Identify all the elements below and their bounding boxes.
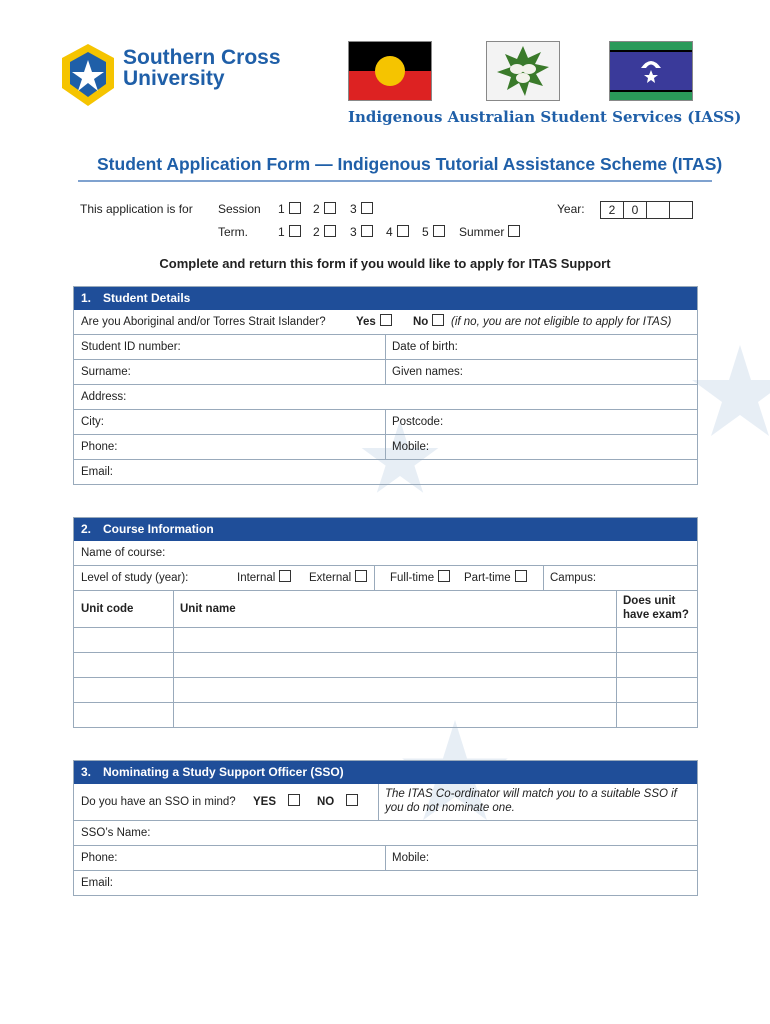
full-time-checkbox[interactable] xyxy=(438,570,450,582)
external-option[interactable]: External xyxy=(302,566,367,590)
logo-line-1: Southern Cross xyxy=(123,46,281,69)
surname-field[interactable]: Surname: xyxy=(81,366,131,378)
email-field[interactable]: Email: xyxy=(81,466,113,478)
indigenous-no-checkbox[interactable] xyxy=(432,314,444,326)
sso-mobile-field[interactable]: Mobile: xyxy=(392,852,430,864)
mobile-field[interactable]: Mobile: xyxy=(392,441,430,453)
term-option-2[interactable]: 2 xyxy=(313,225,336,239)
campus-field[interactable]: Campus: xyxy=(550,572,597,584)
summer-checkbox[interactable] xyxy=(508,225,520,237)
unit-name-header: Unit name xyxy=(180,603,236,615)
year-digit-1[interactable]: 2 xyxy=(600,201,624,219)
city-field[interactable]: City: xyxy=(81,416,104,428)
background-star-icon xyxy=(690,340,770,450)
exam-header: Does unit have exam? xyxy=(623,595,689,621)
sso-yes-checkbox[interactable] xyxy=(288,794,300,806)
session-1-checkbox[interactable] xyxy=(289,202,301,214)
session-option-1[interactable]: 1 xyxy=(278,202,301,216)
application-for-label: This application is for xyxy=(80,202,193,216)
indigenous-yes-checkbox[interactable] xyxy=(380,314,392,326)
session-2-checkbox[interactable] xyxy=(324,202,336,214)
session-option-3[interactable]: 3 xyxy=(350,202,373,216)
year-digit-2[interactable]: 0 xyxy=(623,201,647,219)
year-digit-3[interactable] xyxy=(646,201,670,219)
year-input[interactable] xyxy=(601,201,693,219)
sso-email-field[interactable]: Email: xyxy=(81,877,113,889)
unit-code-header: Unit code xyxy=(81,603,134,615)
indigenous-yes-option[interactable]: Yes xyxy=(349,310,392,334)
term-option-1[interactable]: 1 xyxy=(278,225,301,239)
course-information-section xyxy=(73,517,698,728)
sso-question: Do you have an SSO in mind? xyxy=(81,796,236,808)
aboriginal-flag-icon xyxy=(348,41,432,101)
summer-option[interactable]: Summer xyxy=(459,225,520,239)
form-title: Student Application Form — Indigenous Tutorial Assistance Scheme (ITAS) xyxy=(97,154,723,174)
term-option-3[interactable]: 3 xyxy=(350,225,373,239)
unit-row[interactable] xyxy=(74,677,697,702)
session-label: Session xyxy=(218,202,261,216)
sso-no-option[interactable]: NO xyxy=(310,784,358,820)
section-3-heading: 3. Nominating a Study Support Officer (SSO) xyxy=(74,761,697,784)
term-1-checkbox[interactable] xyxy=(289,225,301,237)
scu-logo-icon xyxy=(60,42,116,108)
level-of-study-field[interactable]: Level of study (year): xyxy=(81,572,189,584)
term-4-checkbox[interactable] xyxy=(397,225,409,237)
student-details-section xyxy=(73,286,698,485)
section-2-heading: 2. Course Information xyxy=(74,518,697,541)
student-id-field[interactable]: Student ID number: xyxy=(81,341,181,353)
term-option-4[interactable]: 4 xyxy=(386,225,409,239)
section-1-heading: 1. Student Details xyxy=(74,287,697,310)
unit-row[interactable] xyxy=(74,627,697,652)
session-option-2[interactable]: 2 xyxy=(313,202,336,216)
year-label: Year: xyxy=(557,202,585,216)
part-time-option[interactable]: Part-time xyxy=(457,566,527,590)
sso-section xyxy=(73,760,698,896)
external-checkbox[interactable] xyxy=(355,570,367,582)
part-time-checkbox[interactable] xyxy=(515,570,527,582)
term-2-checkbox[interactable] xyxy=(324,225,336,237)
sso-no-checkbox[interactable] xyxy=(346,794,358,806)
term-label: Term. xyxy=(218,225,248,239)
address-field[interactable]: Address: xyxy=(81,391,127,403)
full-time-option[interactable]: Full-time xyxy=(383,566,450,590)
session-3-checkbox[interactable] xyxy=(361,202,373,214)
internal-option[interactable]: Internal xyxy=(230,566,291,590)
sso-phone-field[interactable]: Phone: xyxy=(81,852,118,864)
title-rule xyxy=(78,180,712,182)
emblem-flag-icon xyxy=(486,41,560,101)
sso-match-note: The ITAS Co-ordinator will match you to a suitable SSO if you do not nominate one. xyxy=(385,788,677,814)
sso-name-field[interactable]: SSO’s Name: xyxy=(81,827,151,839)
postcode-field[interactable]: Postcode: xyxy=(392,416,444,428)
given-names-field[interactable]: Given names: xyxy=(392,366,463,378)
torres-strait-flag-icon xyxy=(609,41,693,101)
unit-row[interactable] xyxy=(74,652,697,677)
term-3-checkbox[interactable] xyxy=(361,225,373,237)
term-5-checkbox[interactable] xyxy=(433,225,445,237)
internal-checkbox[interactable] xyxy=(279,570,291,582)
iass-heading: Indigenous Australian Student Services (IASS) xyxy=(348,108,742,126)
eligibility-note: (if no, you are not eligible to apply for ITAS) xyxy=(451,316,672,328)
sso-yes-option[interactable]: YES xyxy=(246,784,300,820)
dob-field[interactable]: Date of birth: xyxy=(392,341,458,353)
instruction-text: Complete and return this form if you would like to apply for ITAS Support xyxy=(159,256,611,271)
course-name-field[interactable]: Name of course: xyxy=(81,547,166,559)
term-option-5[interactable]: 5 xyxy=(422,225,445,239)
phone-field[interactable]: Phone: xyxy=(81,441,118,453)
logo-line-2: University xyxy=(123,67,225,90)
year-digit-4[interactable] xyxy=(669,201,693,219)
indigenous-no-option[interactable]: No xyxy=(406,310,444,334)
unit-row[interactable] xyxy=(74,702,697,727)
indigenous-question: Are you Aboriginal and/or Torres Strait Islander? xyxy=(81,316,326,328)
